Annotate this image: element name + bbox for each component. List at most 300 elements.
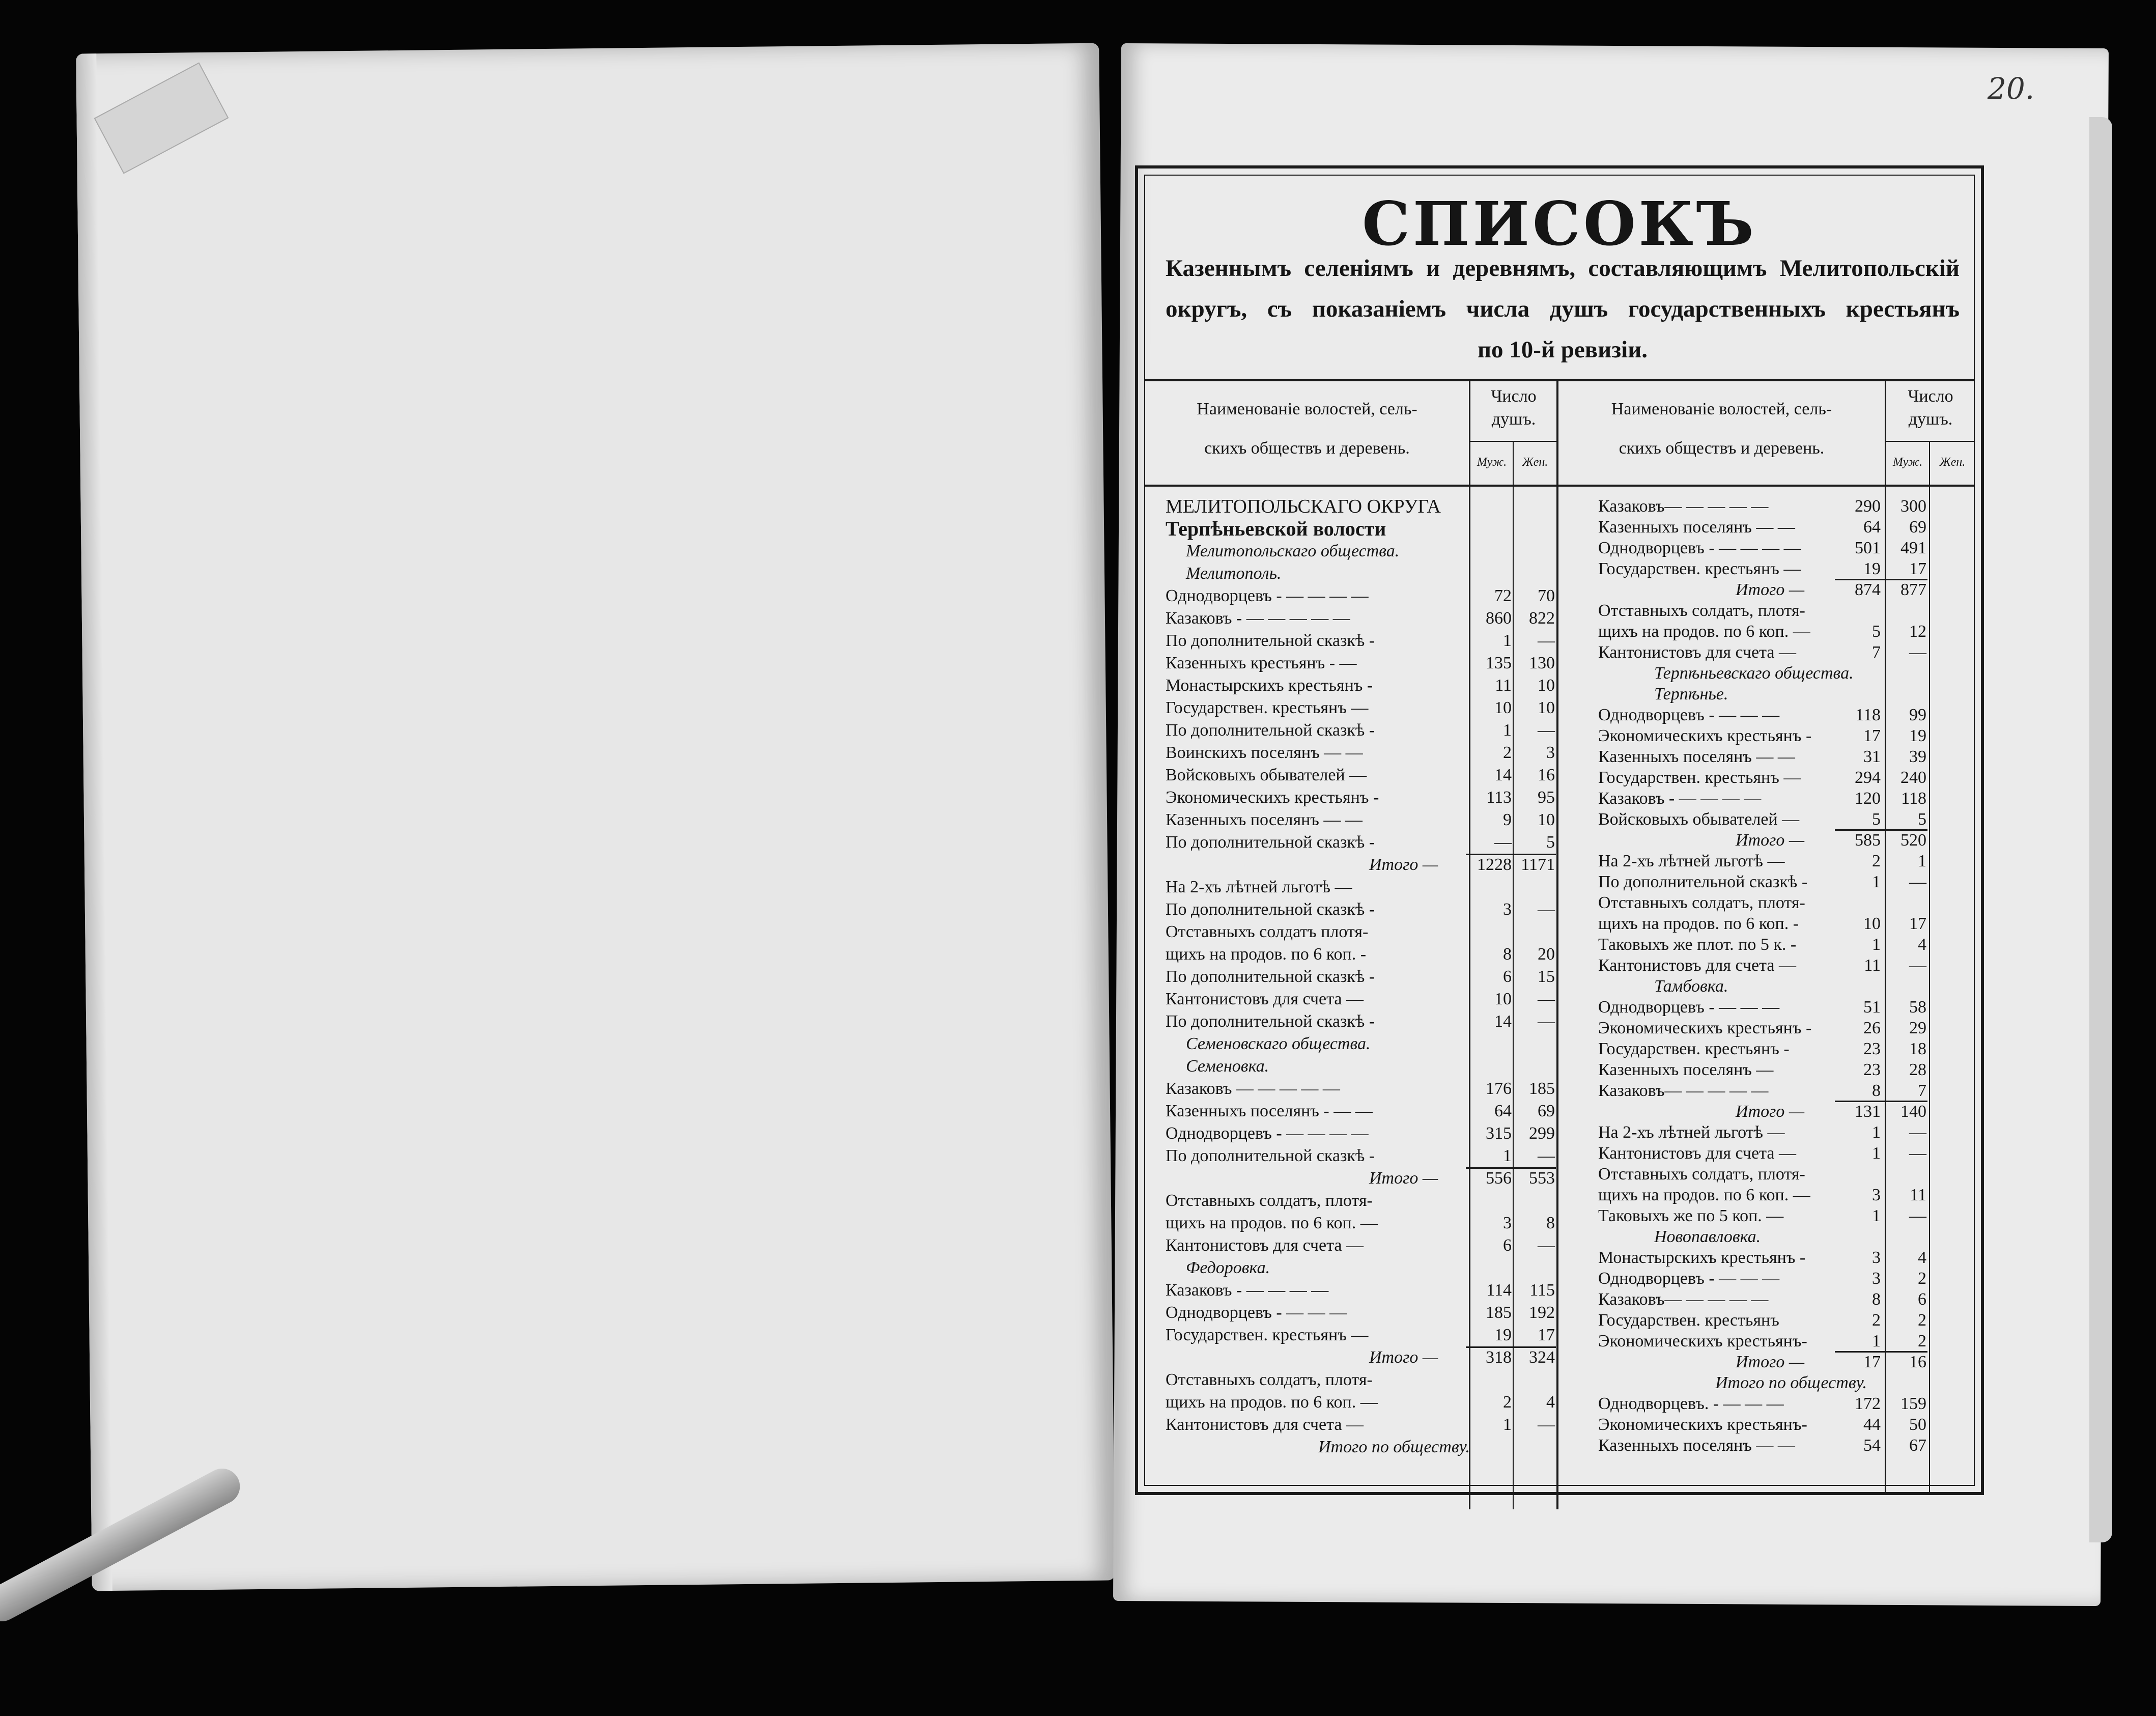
table-row [1166,877,1557,897]
row-label: щихъ на продов. по 6 коп. — [1166,1393,1378,1412]
table-row [1166,989,1557,1009]
table-row [1166,1168,1557,1189]
left-name-header-2: скихъ обществъ и деревень. [1204,439,1410,458]
row-label: Отставныхъ солдатъ, плотя- [1598,893,1805,912]
female-count: 4 [1918,935,1926,954]
male-count: 10 [1863,914,1881,933]
table-row [1166,1056,1557,1077]
row-label: Войсковыхъ обывателей — [1166,766,1367,784]
female-count: 20 [1538,945,1555,964]
male-count: 3 [1872,1248,1881,1267]
table-row [1598,559,1975,579]
row-label: Казаковъ - — — — — — [1166,609,1350,628]
female-count: 69 [1538,1102,1555,1120]
row-label: Казаковъ— — — — — [1598,1290,1769,1309]
row-label: Экономическихъ крестьянъ- [1598,1332,1807,1351]
row-label: Отставныхъ солдатъ плотя- [1166,922,1369,941]
female-count: — [1909,643,1926,662]
table-row [1166,1191,1557,1211]
table-row [1166,541,1557,561]
male-count: 585 [1855,831,1881,850]
table-row [1166,1280,1557,1301]
row-label: Итого по обществу. [1318,1438,1470,1456]
male-count: 2 [1872,852,1881,870]
row-label: Кантонистовъ для счета — [1598,956,1796,975]
table-row [1166,496,1557,517]
row-label: Отставныхъ солдатъ, плотя- [1598,601,1805,620]
male-count: 172 [1855,1394,1881,1413]
table-row [1166,519,1557,539]
table-row [1598,872,1975,892]
row-label: Мелитополь. [1186,564,1282,583]
female-count: 5 [1918,810,1926,829]
sum-rule [1835,829,1927,831]
female-count: — [1909,873,1926,891]
table-row [1598,1331,1975,1352]
table-row [1598,1039,1975,1059]
male-count: 2 [1503,1393,1512,1412]
row-label: Мелитопольскаго общества. [1186,542,1400,560]
row-label: Государствен. крестьянъ — [1166,698,1369,717]
female-count: 4 [1546,1393,1555,1412]
male-count: 31 [1863,747,1881,766]
row-label: Кантонистовъ для счета — [1166,990,1364,1008]
row-label: По дополнительной сказкѣ - [1166,967,1375,986]
male-count: 315 [1486,1124,1512,1143]
male-count: 318 [1486,1348,1512,1367]
table-row [1166,676,1557,696]
row-label: Экономическихъ крестьянъ - [1598,726,1812,745]
table-row [1598,1081,1975,1101]
row-label: По дополнительной сказкѣ - [1166,833,1375,852]
female-count: 12 [1909,622,1926,641]
female-count: 130 [1529,654,1555,672]
female-count: 520 [1900,831,1926,850]
row-label: щихъ на продов. по 6 коп. — [1598,1186,1810,1204]
row-label: Казаковъ— — — — — [1598,497,1769,516]
male-count: 64 [1863,518,1881,537]
table-row [1166,653,1557,673]
male-count: 501 [1855,539,1881,557]
table-row [1166,631,1557,651]
female-count: 8 [1546,1214,1555,1232]
male-count: 1 [1872,1123,1881,1142]
table-row [1166,564,1557,584]
right-male-header: Муж. [1892,456,1923,469]
male-count: 19 [1494,1326,1512,1344]
table-row [1598,997,1975,1018]
male-count: 556 [1486,1169,1512,1188]
row-label: Отставныхъ солдатъ, плотя- [1166,1191,1373,1210]
female-count: 299 [1529,1124,1555,1143]
male-count: 118 [1855,706,1881,724]
male-count: 10 [1494,698,1512,717]
male-count: 2 [1872,1311,1881,1330]
table-row [1598,1248,1975,1268]
row-label: Итого — [1736,1353,1805,1371]
table-row [1166,1011,1557,1032]
row-label: По дополнительной сказкѣ - [1598,873,1808,891]
female-count: 2 [1918,1332,1926,1351]
table-row [1598,1415,1975,1435]
sum-rule [1466,1346,1556,1348]
male-count: 23 [1863,1039,1881,1058]
male-count: 3 [1503,1214,1512,1232]
row-label: Однодворцевъ - — — — — [1166,586,1369,605]
row-label: Однодворцевъ - — — — — [1598,539,1801,557]
male-count: 14 [1494,1012,1512,1031]
female-count: — [1909,1144,1926,1163]
table-row [1166,765,1557,785]
row-label: Казенныхъ поселянъ - — — [1166,1102,1373,1120]
table-row [1598,496,1975,517]
row-label: Тамбовка. [1654,977,1728,996]
female-count: 300 [1900,497,1926,516]
female-count: — [1909,1123,1926,1142]
table-row [1166,1123,1557,1144]
female-count: 16 [1538,766,1555,784]
header-bottom-rule [1144,485,1975,487]
male-count: 1 [1872,873,1881,891]
row-label: Казенныхъ поселянъ — — [1598,747,1795,766]
table-row [1598,747,1975,767]
row-label: Государствен. крестьянъ [1598,1311,1779,1330]
male-count: 6 [1503,1236,1512,1255]
male-count: 64 [1494,1102,1512,1120]
male-count: 8 [1503,945,1512,964]
table-row [1598,1436,1975,1456]
male-count: 26 [1863,1019,1881,1037]
table-row [1166,1213,1557,1233]
table-row [1598,1352,1975,1372]
table-row [1598,622,1975,642]
row-label: Терпѣньевской волости [1166,517,1386,540]
female-count: 69 [1909,518,1926,537]
female-count: 4 [1918,1248,1926,1267]
male-count: 176 [1486,1079,1512,1098]
male-count: 1 [1872,1332,1881,1351]
row-label: На 2-хъ лѣтней льготѣ — [1598,1123,1785,1142]
table-row [1598,684,1975,705]
female-count: 822 [1529,609,1555,628]
right-count-header-2: душъ. [1908,410,1953,429]
row-label: Итого — [1369,855,1438,874]
sum-rule [1835,579,1927,580]
table-row [1166,1101,1557,1121]
male-count: 8 [1872,1290,1881,1309]
row-label: Казенныхъ крестьянъ - — [1166,654,1357,672]
sum-rule [1466,854,1556,855]
table-row [1166,586,1557,606]
female-count: 67 [1909,1436,1926,1455]
female-count: 324 [1529,1348,1555,1367]
row-label: На 2-хъ лѣтней льготѣ — [1598,852,1785,870]
female-count: 140 [1900,1102,1926,1121]
male-count: 114 [1486,1281,1512,1300]
table-row [1166,1235,1557,1256]
table-row [1166,1437,1557,1457]
row-label: По дополнительной сказкѣ - [1166,1146,1375,1165]
table-row [1598,663,1975,684]
table-row [1166,608,1557,629]
row-label: Однодворцевъ - — — — [1598,998,1780,1017]
female-count: 192 [1529,1303,1555,1322]
table-row [1598,851,1975,871]
female-count: — [1909,1206,1926,1225]
right-count-header-1: Число [1908,387,1953,406]
document-title: СПИСОКЪ [1362,188,1757,259]
row-label: Таковыхъ же плот. по 5 к. - [1598,935,1797,954]
row-label: щихъ на продов. по 6 коп. - [1598,914,1799,933]
female-count: — [1538,721,1555,740]
table-row [1598,809,1975,830]
female-count: 491 [1900,539,1926,557]
row-label: Федоровка. [1186,1258,1270,1277]
row-label: Кантонистовъ для счета — [1598,1144,1796,1163]
male-count: 17 [1863,726,1881,745]
row-label: Однодворцевъ - — — — [1598,1269,1780,1288]
female-count: 19 [1909,726,1926,745]
male-count: 5 [1872,622,1881,641]
table-row [1598,893,1975,913]
male-count: 9 [1503,810,1512,829]
female-count: 99 [1909,706,1926,724]
male-count: 860 [1486,609,1512,628]
row-label: щихъ на продов. по 6 коп. — [1598,622,1810,641]
male-count: 72 [1494,586,1512,605]
row-label: Экономическихъ крестьянъ- [1598,1415,1807,1434]
table-row [1598,1373,1975,1393]
table-row [1598,705,1975,725]
row-label: По дополнительной сказкѣ - [1166,1012,1375,1031]
table-row [1166,1415,1557,1435]
table-row [1166,944,1557,965]
female-count: 2 [1918,1269,1926,1288]
table-row [1598,789,1975,809]
table-row [1598,1394,1975,1414]
table-row [1598,1018,1975,1038]
left-female-header: Жен. [1522,456,1548,469]
subtitle-line-1: Казеннымъ селеніямъ и деревнямъ, составляющимъ Мелитопольскій [1166,255,1960,282]
female-count: 18 [1909,1039,1926,1058]
table-row [1166,698,1557,718]
table-row [1598,601,1975,621]
table-row [1598,580,1975,600]
table-row [1598,726,1975,746]
table-row [1166,1079,1557,1099]
row-label: Семеновскаго общества. [1186,1034,1371,1053]
row-label: Итого по обществу. [1715,1373,1867,1392]
row-label: Однодворцевъ - — — — [1598,706,1780,724]
row-label: Экономическихъ крестьянъ - [1598,1019,1812,1037]
male-count: 11 [1864,956,1881,975]
female-count: 29 [1909,1019,1926,1037]
left-count-header-1: Число [1491,387,1537,406]
male-count: 120 [1855,789,1881,808]
female-count: 5 [1546,833,1555,852]
male-count: 3 [1872,1186,1881,1204]
header-top-rule [1144,379,1975,381]
female-count: 6 [1918,1290,1926,1309]
table-row [1166,1303,1557,1323]
female-count: 16 [1909,1353,1926,1371]
table-row [1166,1146,1557,1166]
table-row [1166,1392,1557,1413]
table-row [1598,976,1975,997]
row-label: Кантонистовъ для счета — [1598,643,1796,662]
female-count: 1171 [1521,855,1555,874]
left-blank-page [76,43,1115,1591]
row-label: Итого — [1369,1169,1438,1188]
table-row [1598,935,1975,955]
row-label: Монастырскихъ крестьянъ - [1598,1248,1806,1267]
page-edge [2089,117,2112,1542]
female-count: 70 [1538,586,1555,605]
table-row [1166,922,1557,942]
male-count: 294 [1855,768,1881,787]
female-count: 159 [1900,1394,1926,1413]
table-row [1598,517,1975,538]
male-count: 131 [1855,1102,1881,1121]
table-row [1166,810,1557,830]
table-row [1166,1325,1557,1345]
female-count: 28 [1909,1060,1926,1079]
row-label: Монастырскихъ крестьянъ - [1166,676,1373,695]
table-row [1166,787,1557,808]
female-count: 2 [1918,1311,1926,1330]
left-count-header-2: душъ. [1491,410,1536,429]
female-count: — [1909,956,1926,975]
row-label: Государствен. крестьянъ - [1598,1039,1790,1058]
male-count: 6 [1503,967,1512,986]
male-count: 54 [1863,1436,1881,1455]
female-count: 58 [1909,998,1926,1017]
table-row [1598,955,1975,976]
female-count: 95 [1538,788,1555,807]
male-count: 14 [1494,766,1512,784]
row-label: Семеновка. [1186,1057,1269,1076]
sum-rule [1835,1351,1927,1353]
table-row [1598,1102,1975,1122]
right-female-header: Жен. [1939,456,1966,469]
female-count: 10 [1538,810,1555,829]
row-label: Итого — [1369,1348,1438,1367]
female-count: 240 [1900,768,1926,787]
male-count: 10 [1494,990,1512,1008]
male-count: 19 [1863,559,1881,578]
row-label: Государствен. крестьянъ — [1598,559,1801,578]
male-count: — [1494,833,1512,852]
male-count: 113 [1486,788,1512,807]
female-count: 11 [1910,1186,1926,1204]
male-count: 2 [1503,743,1512,762]
female-count: 115 [1529,1281,1555,1300]
sum-rule [1466,1167,1556,1169]
table-row [1166,855,1557,875]
table-row [1598,642,1975,663]
table-row [1598,1143,1975,1164]
row-label: Казенныхъ поселянъ — [1598,1060,1774,1079]
table-row [1166,1347,1557,1368]
row-label: Итого — [1736,580,1805,599]
row-label: Отставныхъ солдатъ, плотя- [1598,1165,1805,1184]
row-label: По дополнительной сказкѣ - [1166,631,1375,650]
female-count: 39 [1909,747,1926,766]
male-count: 1 [1872,1206,1881,1225]
page-number: 20. [1988,71,2035,106]
row-label: Войсковыхъ обывателей — [1598,810,1800,829]
row-label: Государствен. крестьянъ — [1166,1326,1369,1344]
male-count: 7 [1872,643,1881,662]
row-label: Однодворцевъ. - — — — [1598,1394,1784,1413]
table-row [1598,914,1975,934]
row-label: Кантонистовъ для счета — [1166,1236,1364,1255]
row-label: Кантонистовъ для счета — [1166,1415,1364,1434]
male-count: 1 [1503,1146,1512,1165]
table-row [1598,1269,1975,1289]
female-count: 17 [1909,559,1926,578]
table-row [1598,1310,1975,1331]
row-label: Казенныхъ поселянъ — — [1598,518,1795,537]
male-count: 1 [1872,935,1881,954]
male-count: 8 [1872,1081,1881,1100]
row-label: Терпѣньевскаго общества. [1654,664,1854,683]
row-label: Однодворцевъ - — — — — [1166,1124,1369,1143]
table-row [1166,720,1557,741]
female-count: 877 [1900,580,1926,599]
subtitle-line-2: округъ, съ показаніемъ числа душъ государственныхъ крестьянъ [1166,296,1960,322]
female-count: 7 [1918,1081,1926,1100]
row-label: Государствен. крестьянъ — [1598,768,1801,787]
row-label: Казаковъ - — — — — [1598,789,1762,808]
row-label: Казаковъ - — — — — [1166,1281,1329,1300]
table-row [1598,1206,1975,1226]
table-row [1166,1370,1557,1390]
female-count: 17 [1538,1326,1555,1344]
female-count: 3 [1546,743,1555,762]
male-count: 23 [1863,1060,1881,1079]
male-count: 135 [1486,654,1512,672]
row-label: Экономическихъ крестьянъ - [1166,788,1379,807]
male-count: 1 [1503,631,1512,650]
table-row [1166,832,1557,853]
row-label: МЕЛИТОПОЛЬСКАГО ОКРУГА [1166,496,1441,517]
male-count: 17 [1863,1353,1881,1371]
male-count: 1 [1503,721,1512,740]
right-name-header-1: Наименованіе волостей, сель- [1611,400,1832,418]
subtitle-line-3: по 10-й ревизіи. [1477,336,1648,363]
row-label: Казаковъ— — — — — [1598,1081,1769,1100]
male-count: 3 [1872,1269,1881,1288]
female-count: 17 [1909,914,1926,933]
left-name-header-1: Наименованіе волостей, сель- [1197,400,1417,418]
row-label: Терпѣнье. [1654,685,1728,704]
table-row [1598,1185,1975,1205]
left-male-header: Муж. [1477,456,1507,469]
row-label: Казенныхъ поселянъ — — [1166,810,1363,829]
female-count: — [1538,900,1555,919]
row-label: Казаковъ — — — — — [1166,1079,1340,1098]
table-row [1598,1227,1975,1247]
female-count: 50 [1909,1415,1926,1434]
row-label: щихъ на продов. по 6 коп. - [1166,945,1367,964]
row-label: Отставныхъ солдатъ, плотя- [1166,1370,1373,1389]
row-label: Итого — [1736,1102,1805,1121]
row-label: Новопавловка. [1654,1227,1761,1246]
female-count: — [1538,1236,1555,1255]
female-count: 185 [1529,1079,1555,1098]
male-count: 11 [1495,676,1512,695]
